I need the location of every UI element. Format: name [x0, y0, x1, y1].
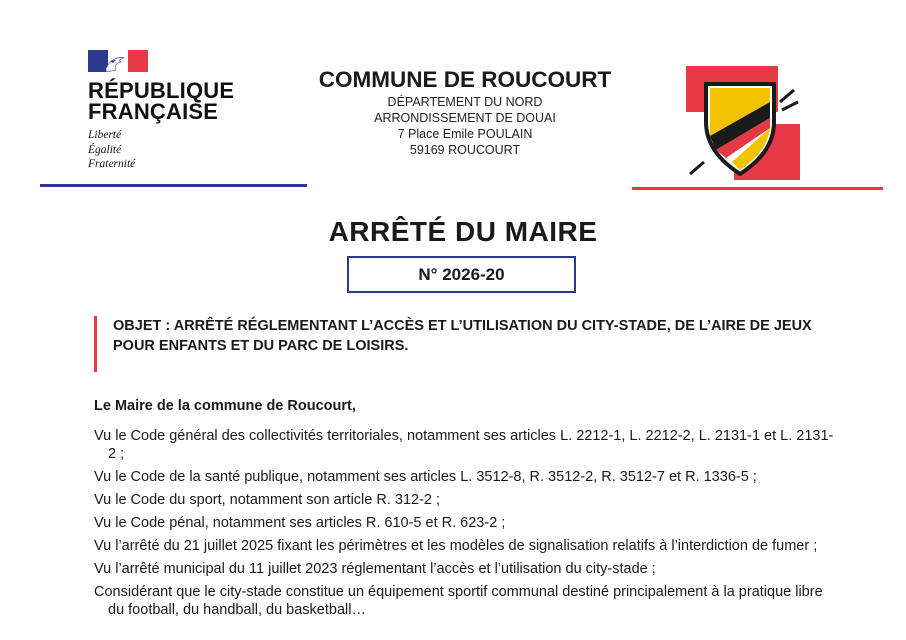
clause-cgct: Vu le Code général des collectivités territoriales, notamment ses articles L. 2212-1, L. 2212-2, L. 2131-1 et L. 2131-2 ; — [94, 428, 834, 462]
commune-departement: DÉPARTEMENT DU NORD — [387, 95, 543, 109]
republique-name-line2: FRANÇAISE — [88, 99, 219, 124]
blue-divider — [40, 184, 307, 187]
motto-liberte: Liberté — [88, 129, 122, 141]
red-divider — [632, 187, 883, 190]
objet-block — [94, 316, 824, 356]
clause-arrete-2023: Vu l’arrêté municipal du 11 juillet 2023 réglementant l’accès et l’utilisation du city-stade ; — [94, 561, 656, 577]
republique-motto — [88, 128, 308, 172]
motto-fraternite: Fraternité — [88, 158, 136, 170]
commune-header — [300, 66, 630, 158]
commune-name: COMMUNE DE ROUCOURT — [318, 67, 612, 92]
clause-considerant: Considérant que le city-stade constitue un équipement sportif communal destiné principalement à la pratique libre du football, du handball, du basketball… — [94, 584, 823, 618]
clause-code-penal: Vu le Code pénal, notamment ses articles R. 610-5 et R. 623-2 ; — [94, 515, 506, 531]
commune-postal: 59169 ROUCOURT — [409, 143, 521, 157]
commune-address: 7 Place Emile POULAIN — [397, 127, 533, 141]
clause-arrete-2025: Vu l’arrêté du 21 juillet 2025 fixant les périmètres et les modèles de signalisation relatifs à l’interdiction de fumer ; — [94, 538, 818, 554]
objet-text: OBJET : ARRÊTÉ RÉGLEMENTANT L’ACCÈS ET L’UTILISATION DU CITY-STADE, DE L’AIRE DE JEUX POUR ENFANTS ET DU PARC DE LOISIRS. — [113, 318, 812, 354]
objet-accent-bar — [94, 316, 97, 372]
commune-arrondissement: ARRONDISSEMENT DE DOUAI — [374, 111, 556, 125]
marianne-flag-icon — [88, 50, 148, 72]
mayor-intro: Le Maire de la commune de Roucourt, — [94, 398, 356, 414]
republique-name — [88, 80, 308, 122]
republique-francaise-block — [88, 50, 308, 172]
republique-name-line1: RÉPUBLIQUE — [88, 78, 235, 103]
coat-of-arms-icon — [682, 62, 802, 182]
motto-egalite: Égalité — [88, 143, 122, 156]
document-title: ARRÊTÉ DU MAIRE — [328, 216, 598, 247]
arrete-number: N° 2026-20 — [347, 256, 576, 293]
document-body — [94, 396, 834, 624]
clause-sante-publique: Vu le Code de la santé publique, notamment ses articles L. 3512-8, R. 3512-2, R. 3512-7 et R. 1336-5 ; — [94, 469, 757, 485]
clause-code-sport: Vu le Code du sport, notamment son article R. 312-2 ; — [94, 492, 441, 508]
